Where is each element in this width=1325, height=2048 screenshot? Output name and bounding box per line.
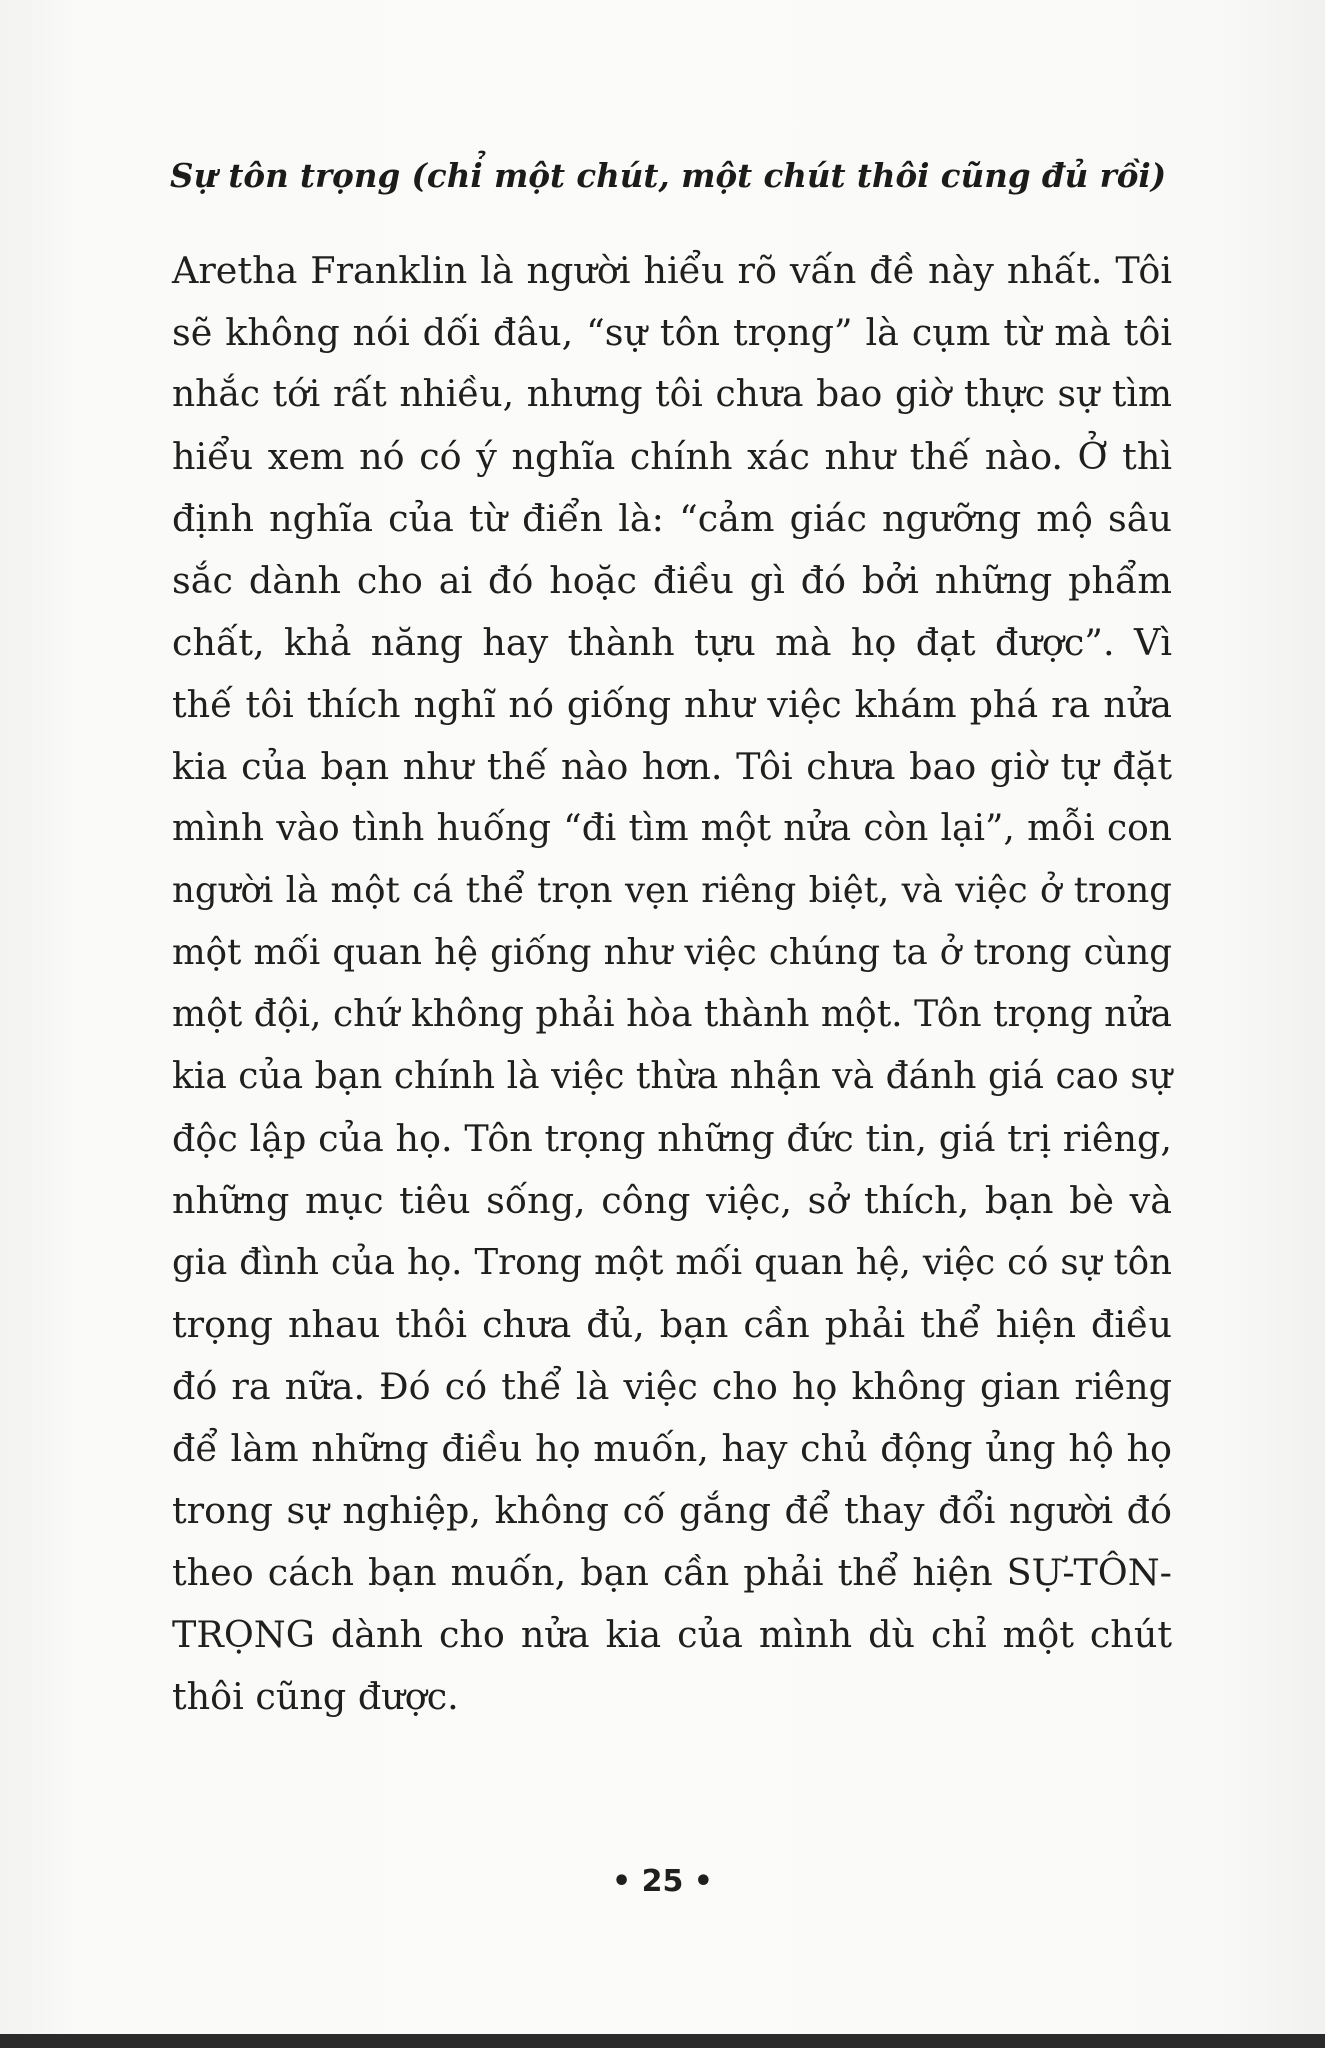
- text-line: hiểu xem nó có ý nghĩa chính xác như thế nào. Ở thì: [172, 435, 1172, 478]
- text-line: trong sự nghiệp, không cố gắng để thay đổi người đó: [172, 1489, 1172, 1532]
- text-line: trọng nhau thôi chưa đủ, bạn cần phải thể hiện điều: [172, 1303, 1172, 1346]
- page-bottom-shadow: [0, 2034, 1325, 2048]
- text-line: thế tôi thích nghĩ nó giống như việc khám phá ra nửa: [172, 683, 1172, 726]
- text-line: sắc dành cho ai đó hoặc điều gì đó bởi những phẩm: [172, 559, 1172, 602]
- text-line: nhắc tới rất nhiều, nhưng tôi chưa bao giờ thực sự tìm: [172, 374, 1172, 415]
- text-line: một đội, chứ không phải hòa thành một. Tôn trọng nửa: [172, 994, 1172, 1035]
- text-line: sẽ không nói dối đâu, “sự tôn trọng” là cụm từ mà tôi: [172, 311, 1172, 354]
- section-heading: Sự tôn trọng (chỉ một chút, một chút thôi cũng đủ rồi): [170, 156, 1167, 195]
- page-number: • 25 •: [612, 1864, 713, 1899]
- text-line: kia của bạn chính là việc thừa nhận và đánh giá cao sự: [172, 1056, 1172, 1097]
- text-line: đó ra nữa. Đó có thể là việc cho họ không gian riêng: [172, 1365, 1172, 1408]
- text-line: thôi cũng được.: [172, 1675, 459, 1718]
- text-line: Aretha Franklin là người hiểu rõ vấn đề này nhất. Tôi: [172, 249, 1172, 292]
- text-line: độc lập của họ. Tôn trọng những đức tin, giá trị riêng,: [172, 1117, 1172, 1160]
- text-line: TRỌNG dành cho nửa kia của mình dù chỉ một chút: [172, 1613, 1172, 1656]
- text-line: định nghĩa của từ điển là: “cảm giác ngưỡng mộ sâu: [172, 497, 1172, 540]
- text-line: kia của bạn như thế nào hơn. Tôi chưa bao giờ tự đặt: [172, 745, 1172, 788]
- text-line: những mục tiêu sống, công việc, sở thích, bạn bè và: [172, 1179, 1172, 1222]
- text-line: mình vào tình huống “đi tìm một nửa còn lại”, mỗi con: [172, 808, 1172, 849]
- text-line: để làm những điều họ muốn, hay chủ động ủng hộ họ: [172, 1427, 1172, 1470]
- body-paragraph: [172, 240, 1172, 1728]
- text-line: một mối quan hệ giống như việc chúng ta ở trong cùng: [172, 932, 1172, 973]
- text-line: người là một cá thể trọn vẹn riêng biệt, và việc ở trong: [172, 870, 1172, 911]
- text-line: chất, khả năng hay thành tựu mà họ đạt được”. Vì: [172, 621, 1172, 664]
- text-line: theo cách bạn muốn, bạn cần phải thể hiện SỰ-TÔN-: [172, 1551, 1172, 1594]
- text-line: gia đình của họ. Trong một mối quan hệ, việc có sự tôn: [172, 1242, 1172, 1283]
